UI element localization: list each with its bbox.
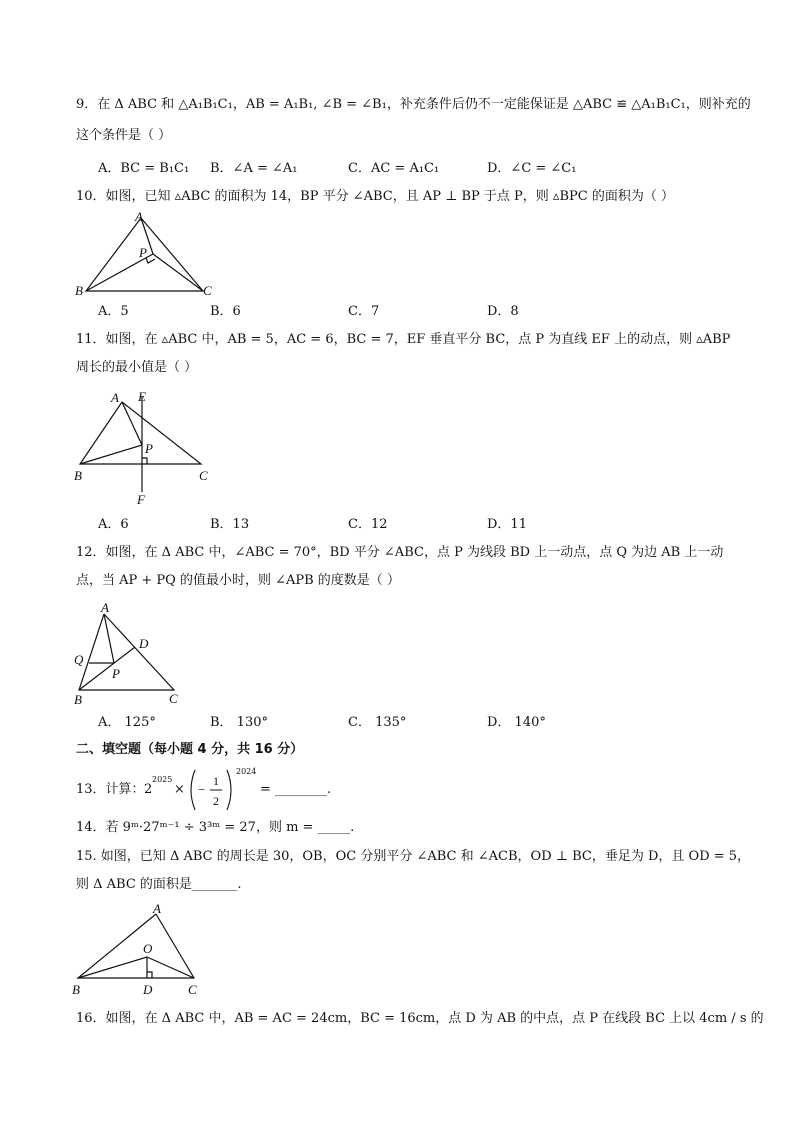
q12-segment-ap (104, 614, 114, 663)
q12-label-a: A (101, 600, 109, 615)
q11-label-c: C (199, 468, 208, 483)
q11-segment-bp (80, 445, 142, 464)
q11-option-a: A．6 (98, 517, 129, 532)
q15-stem-line2: 则 Δ ABC 的面积是_______. (76, 877, 242, 892)
q12-stem-line2: 点，当 AP + PQ 的值最小时，则 ∠APB 的度数是（ ） (76, 573, 400, 588)
q12-label-p: P (112, 666, 120, 681)
q11-stem-line1: 11．如图，在 ▵ABC 中，AB = 5，AC = 6，BC = 7，EF 垂直平分 BC，点 P 为直线 EF 上的动点，则 ▵ABP (76, 332, 731, 347)
q11-options (98, 516, 738, 534)
q10-label-a: A (135, 209, 143, 224)
q15-label-o: O (143, 941, 153, 956)
q10-option-d: D．8 (487, 304, 519, 319)
q13-left-paren (191, 770, 195, 810)
q13-right-paren (227, 770, 231, 810)
q12-options (98, 714, 738, 732)
q12-figure (74, 600, 194, 708)
q13-paren-exponent: 2024 (236, 767, 257, 776)
section-2-title: 二、填空题（每小题 4 分，共 16 分） (76, 742, 304, 757)
q13-denominator: 2 (213, 794, 219, 808)
q12-option-c: C． 135° (348, 715, 407, 730)
q11-label-b: B (74, 468, 82, 483)
q13-exponent: 2025 (152, 775, 173, 784)
q11-stem-line2: 周长的最小值是（ ） (76, 360, 198, 375)
q12-label-b: B (74, 692, 82, 707)
q11-segment-ap (122, 402, 142, 445)
q10-option-b: B．6 (210, 304, 241, 319)
q11-figure (76, 388, 226, 508)
q15-triangle-abc (78, 914, 194, 978)
q11-option-d: D．11 (487, 517, 527, 532)
q15-segment-bo (78, 957, 147, 978)
q13-base: 2 (144, 782, 153, 797)
q15-figure (74, 900, 214, 1000)
q11-option-c: C．12 (348, 517, 388, 532)
q13-paren-group (186, 767, 236, 813)
q12-option-a: A． 125° (98, 715, 156, 730)
q13-numerator: 1 (213, 774, 219, 788)
q10-options (98, 303, 738, 321)
q15-label-d: D (143, 982, 153, 997)
q10-option-c: C．7 (348, 304, 380, 319)
q11-label-f: F (137, 492, 145, 507)
q13-minus-sign: − (198, 782, 206, 797)
q15-label-b: B (72, 982, 80, 997)
q15-label-a: A (153, 901, 161, 916)
q11-triangle-abc (80, 402, 201, 464)
q9-stem-line1: 9．在 Δ ABC 和 △A₁B₁C₁，AB = A₁B₁, ∠B = ∠B₁，补充条件后仍不一定能保证是 △ABC ≌ △A₁B₁C₁，则补充的 (76, 97, 751, 112)
q9-option-c: C．AC = A₁C₁ (348, 161, 440, 176)
q10-label-c: C (203, 283, 212, 298)
q10-segment-pc (153, 254, 203, 291)
q11-option-b: B．13 (210, 517, 250, 532)
q11-label-e: E (138, 389, 146, 404)
q15-label-c: C (188, 982, 197, 997)
q15-stem-line1: 15. 如图，已知 Δ ABC 的周长是 30，OB，OC 分别平分 ∠ABC 和 ∠ACB，OD ⊥ BC，垂足为 D，且 OD = 5， (76, 849, 751, 864)
q9-options (98, 160, 738, 178)
q12-stem-line1: 12．如图，在 Δ ABC 中，∠ABC = 70°，BD 平分 ∠ABC，点 P 为线段 BD 上一动点，点 Q 为边 AB 上一动 (76, 545, 724, 560)
q9-option-b: B．∠A = ∠A₁ (210, 161, 298, 176)
q12-option-d: D． 140° (487, 715, 546, 730)
q15-segment-co (147, 957, 194, 978)
q10-option-a: A．5 (98, 304, 129, 319)
q12-label-d: D (139, 636, 149, 651)
q10-figure (76, 210, 226, 300)
q12-label-q: Q (74, 652, 84, 667)
q10-right-angle-mark (146, 258, 155, 263)
q13-prefix: 13．计算： (76, 782, 145, 797)
q10-label-b: B (75, 283, 83, 298)
q10-label-p: P (139, 245, 147, 260)
q9-option-a: A．BC = B₁C₁ (98, 161, 190, 176)
q12-option-b: B． 130° (210, 715, 268, 730)
q16-stem-line1: 16．如图，在 Δ ABC 中，AB = AC = 24cm，BC = 16cm，点 D 为 AB 的中点，点 P 在线段 BC 上以 4cm / s 的 (76, 1011, 764, 1026)
q10-stem-line1: 10．如图，已知 ▵ABC 的面积为 14，BP 平分 ∠ABC，且 AP ⊥ BP 于点 P，则 ▵BPC 的面积为（ ） (76, 189, 674, 204)
q11-right-angle-mark (142, 458, 147, 464)
q13-row (76, 767, 476, 817)
q9-option-d: D．∠C = ∠C₁ (487, 161, 577, 176)
q11-label-a: A (111, 390, 119, 405)
q13-times: × (174, 782, 185, 797)
q12-segment-bd (79, 647, 135, 690)
q9-stem-line2: 这个条件是（ ） (76, 128, 172, 143)
q13-suffix: = ________. (260, 782, 332, 797)
q14-stem: 14．若 9ᵐ·27ᵐ⁻¹ ÷ 3³ᵐ = 27，则 m = _____. (76, 820, 355, 835)
q15-right-angle-mark (147, 972, 152, 978)
q11-label-p: P (145, 441, 153, 456)
q12-label-c: C (169, 691, 178, 706)
